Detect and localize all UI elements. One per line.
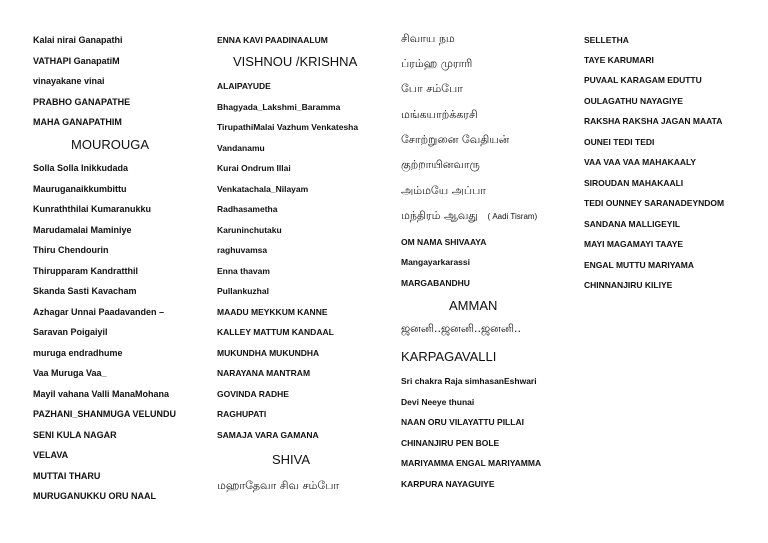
list-item: MURUGANUKKU ORU NAAL	[33, 491, 156, 501]
section-heading-mourouga: MOUROUGA	[71, 137, 149, 152]
section-heading-shiva: SHIVA	[272, 452, 311, 467]
list-item: Kalai nirai Ganapathi	[33, 35, 123, 45]
list-item: Saravan Poigaiyil	[33, 327, 108, 337]
list-item: Karuninchutaku	[217, 225, 282, 235]
list-item: SANDANA MALLIGEYIL	[584, 219, 681, 229]
list-item: NARAYANA MANTRAM	[217, 368, 311, 378]
list-item: Skanda Sasti Kavacham	[33, 286, 137, 296]
list-item: NAAN ORU VILAYATTU PILLAI	[401, 417, 524, 427]
list-item: MAHA GANAPATHIM	[33, 117, 122, 127]
list-item: Devi Neeye thunai	[401, 397, 475, 407]
list-item: Mauruganaikkumbittu	[33, 184, 127, 194]
list-item: Enna thavam	[217, 266, 270, 276]
list-item: MAYI MAGAMAYI TAAYE	[584, 239, 684, 249]
list-item: vinayakane vinai	[33, 76, 105, 86]
list-item: Solla Solla Inikkudada	[33, 163, 129, 173]
section-heading-karpagavalli: KARPAGAVALLI	[401, 349, 497, 364]
list-item: KALLEY MATTUM KANDAAL	[217, 327, 334, 337]
tamil-list-item: போ சம்போ	[401, 82, 463, 95]
tamil-list-item: ப்ரம்ஹ முராரி	[401, 57, 473, 70]
section-heading-vishnou-krishna: VISHNOU /KRISHNA	[233, 54, 358, 69]
list-item: Venkatachala_Nilayam	[217, 184, 309, 194]
list-item: MARIYAMMA ENGAL MARIYAMMA	[401, 458, 542, 468]
list-item: PAZHANI_SHANMUGA VELUNDU	[33, 409, 177, 419]
section-heading-amman: AMMAN	[449, 298, 498, 313]
list-item: VATHAPI GanapatiM	[33, 56, 120, 66]
list-item: muruga endradhume	[33, 348, 123, 358]
list-item: OULAGATHU NAYAGIYE	[584, 96, 683, 106]
tamil-list-item: மங்கயாற்க்கரசி	[401, 108, 478, 121]
list-item: Sri chakra Raja simhasanEshwari	[401, 376, 537, 386]
list-item: MUTTAI THARU	[33, 471, 101, 481]
list-item: MAADU MEYKKUM KANNE	[217, 307, 328, 317]
list-item: TAYE KARUMARI	[584, 55, 654, 65]
list-item: SIROUDAN MAHAKAALI	[584, 178, 684, 188]
list-item: Vandanamu	[217, 143, 265, 153]
tamil-item-text: மந்திரம் ஆவது	[401, 209, 478, 222]
list-item: KARPURA NAYAGUIYE	[401, 479, 495, 489]
tamil-list-item: குற்றாயினவாரு	[401, 158, 480, 171]
list-item: TEDI OUNNEY SARANADEYNDOM	[584, 198, 725, 208]
list-item: ALAIPAYUDE	[217, 81, 271, 91]
list-item: GOVINDA RADHE	[217, 389, 289, 399]
list-item: CHINANJIRU PEN BOLE	[401, 438, 500, 448]
list-item: PUVAAL KARAGAM EDUTTU	[584, 75, 702, 85]
tamil-list-item: சிவாய நம	[401, 32, 455, 45]
list-item: Kurai Ondrum Illai	[217, 163, 291, 173]
list-item: Marudamalai Maminiye	[33, 225, 132, 235]
list-item: Radhasametha	[217, 204, 278, 214]
list-item: Mayil vahana Valli ManaMohana	[33, 389, 170, 399]
list-item: Pullankuzhal	[217, 286, 269, 296]
list-item: SENI KULA NAGAR	[33, 430, 117, 440]
tamil-list-item	[401, 209, 537, 224]
list-item: Kunraththilai Kumaranukku	[33, 204, 152, 214]
tamil-list-item: அம்மயே அப்பா	[401, 184, 487, 197]
list-item: SAMAJA VARA GAMANA	[217, 430, 319, 440]
list-item: ENNA KAVI PAADINAALUM	[217, 35, 328, 45]
tamil-list-item: ஜனனி..ஜனனி..ஜனனி..	[401, 322, 521, 335]
list-item: ENGAL MUTTU MARIYAMA	[584, 260, 695, 270]
list-item: RAKSHA RAKSHA JAGAN MAATA	[584, 116, 723, 126]
list-item: TirupathiMalai Vazhum Venkatesha	[217, 122, 359, 132]
tamil-item-note: ( Aadi Tisram)	[487, 212, 538, 221]
list-item: VELAVA	[33, 450, 69, 460]
list-item: SELLETHA	[584, 35, 629, 45]
list-item: RAGHUPATI	[217, 409, 267, 419]
list-item: Thirupparam Kandratthil	[33, 266, 139, 276]
list-item: raghuvamsa	[217, 245, 268, 255]
tamil-list-item: மஹாதேவா சிவ சம்போ	[217, 479, 340, 492]
list-item: Thiru Chendourin	[33, 245, 109, 255]
list-item: Mangayarkarassi	[401, 257, 470, 267]
list-item: PRABHO GANAPATHE	[33, 97, 131, 107]
list-item: CHINNANJIRU KILIYE	[584, 280, 673, 290]
list-item: VAA VAA VAA MAHAKAALY	[584, 157, 697, 167]
list-item: Azhagar Unnai Paadavanden –	[33, 307, 165, 317]
list-item: Bhagyada_Lakshmi_Baramma	[217, 102, 341, 112]
list-item: Vaa Muruga Vaa_	[33, 368, 107, 378]
list-item: MUKUNDHA MUKUNDHA	[217, 348, 320, 358]
list-item: OUNEI TEDI TEDI	[584, 137, 655, 147]
list-item: OM NAMA SHIVAAYA	[401, 237, 487, 247]
tamil-list-item: சோற்றுனை வேதியன்	[401, 133, 510, 146]
list-item: MARGABANDHU	[401, 278, 470, 288]
